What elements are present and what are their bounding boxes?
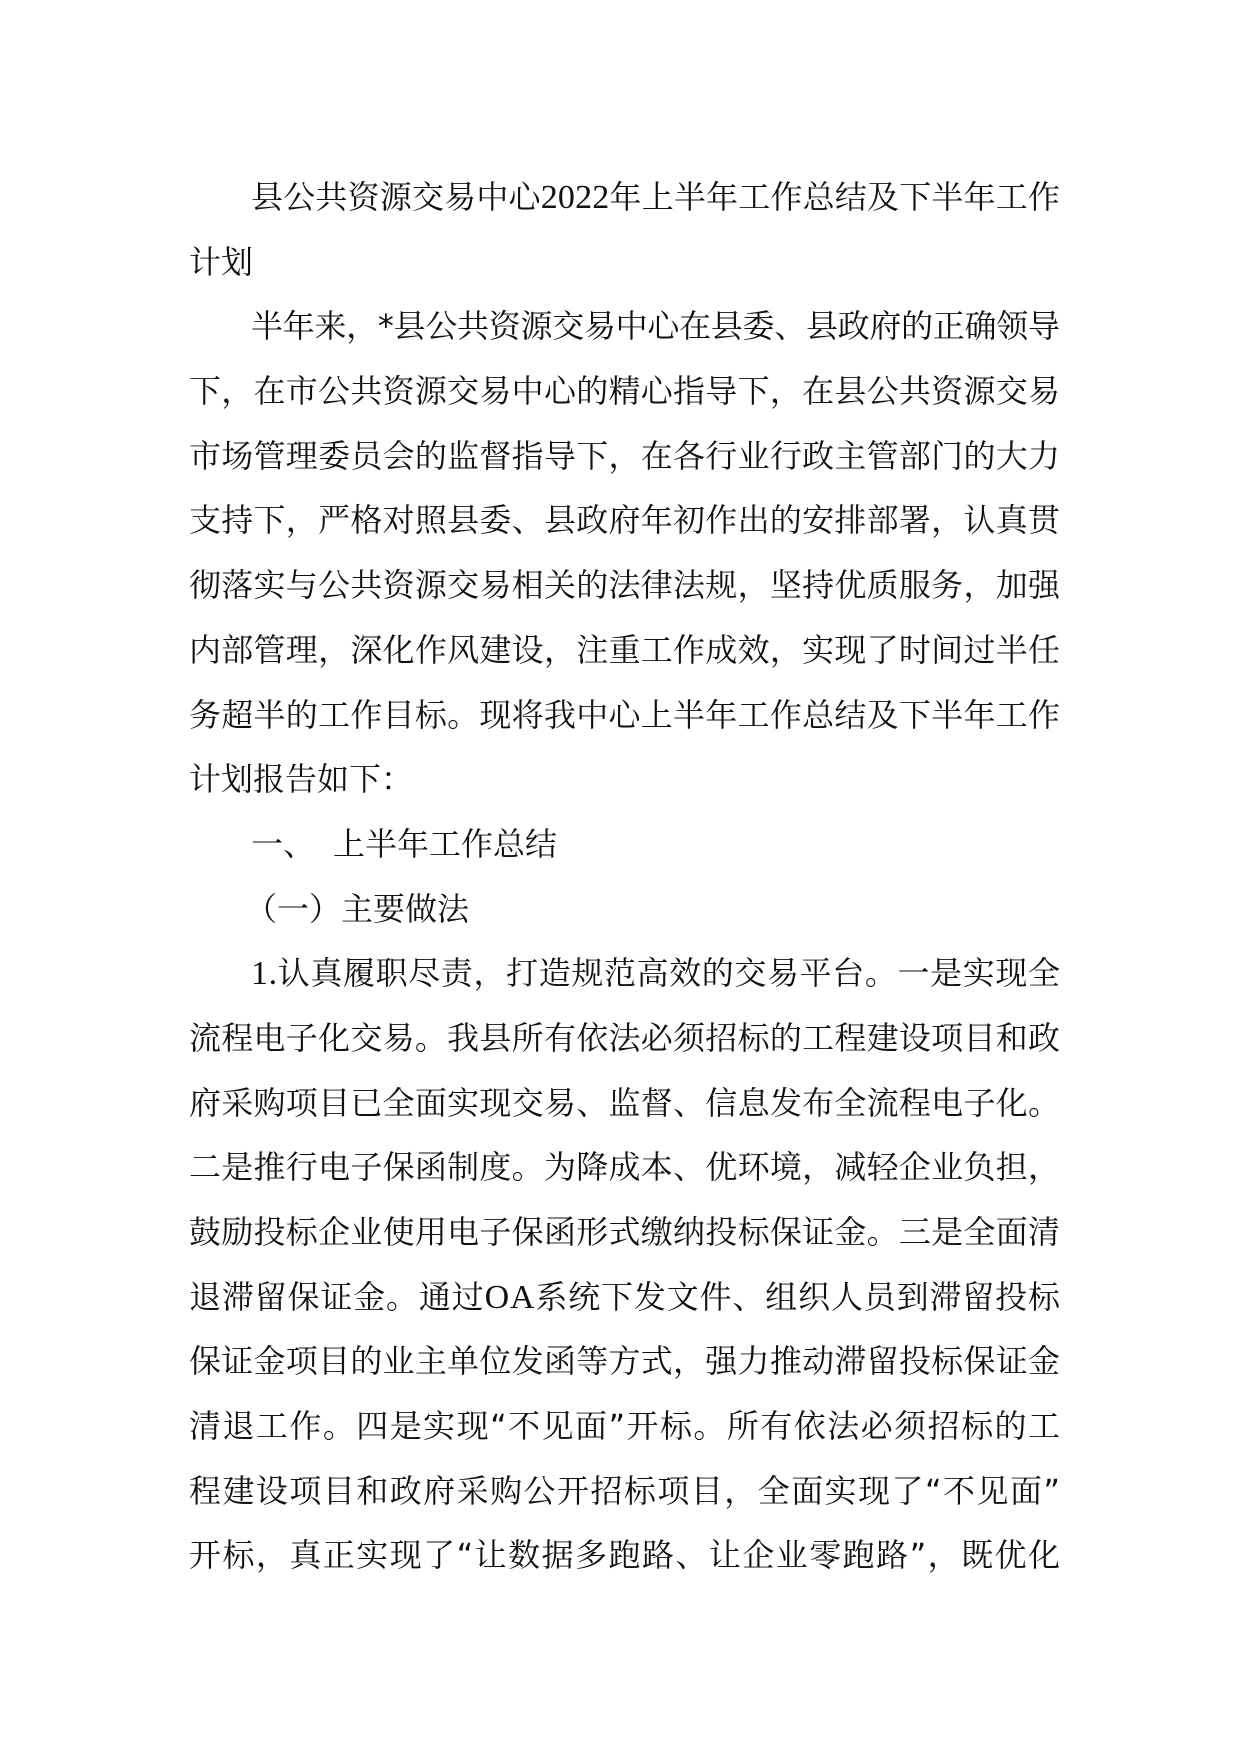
section-heading-one	[189, 812, 1060, 877]
title-line-2: 计划	[189, 242, 254, 281]
title-line-1: 县公共资源交易中心2022年上半年工作总结及下半年工作	[251, 178, 1061, 216]
section-title: 上半年工作总结	[333, 824, 558, 863]
subsection-heading: （一）主要做法	[245, 889, 470, 928]
para-line-1: 1.认真履职尽责，打造规范高效的交易平台。一是实现全	[251, 954, 1061, 993]
intro-line-4: 支持下，严格对照县委、县政府年初作出的安排部署，认真贯	[189, 501, 1061, 540]
document-body	[189, 165, 1060, 1588]
para-line-9: 程建设项目和政府采购公开招标项目，全面实现了“不见面”	[189, 1471, 1062, 1510]
para-line-4: 二是推行电子保函制度。为降成本、优环境，减轻企业负担，	[189, 1148, 1061, 1187]
para-line-6: 退滞留保证金。通过OA系统下发文件、组织人员到滞留投标	[189, 1277, 1061, 1316]
para-line-8: 清退工作。四是实现“不见面”开标。所有依法必须招标的工	[189, 1407, 1062, 1446]
para-line-10: 开标，真正实现了“让数据多跑路、让企业零跑路”，既优化	[189, 1536, 1062, 1575]
intro-line-7: 务超半的工作目标。现将我中心上半年工作总结及下半年工作	[189, 695, 1061, 734]
para-line-7: 保证金项目的业主单位发函等方式，强力推动滞留投标保证金	[189, 1342, 1061, 1381]
intro-line-1: 半年来，*县公共资源交易中心在县委、县政府的正确领导	[251, 307, 1060, 346]
intro-line-8: 计划报告如下：	[189, 760, 414, 799]
para-line-2: 流程电子化交易。我县所有依法必须招标的工程建设项目和政	[189, 1018, 1061, 1057]
intro-line-3: 市场管理委员会的监督指导下，在各行业行政主管部门的大力	[189, 436, 1061, 475]
para-line-3: 府采购项目已全面实现交易、监督、信息发布全流程电子化。	[189, 1083, 1061, 1122]
section-number: 一、	[251, 824, 316, 863]
intro-line-2: 下，在市公共资源交易中心的精心指导下，在县公共资源交易	[189, 372, 1061, 411]
para-line-5: 鼓励投标企业使用电子保函形式缴纳投标保证金。三是全面清	[189, 1213, 1061, 1251]
intro-line-5: 彻落实与公共资源交易相关的法律法规，坚持优质服务，加强	[189, 566, 1061, 605]
intro-line-6: 内部管理，深化作风建设，注重工作成效，实现了时间过半任	[189, 630, 1061, 669]
